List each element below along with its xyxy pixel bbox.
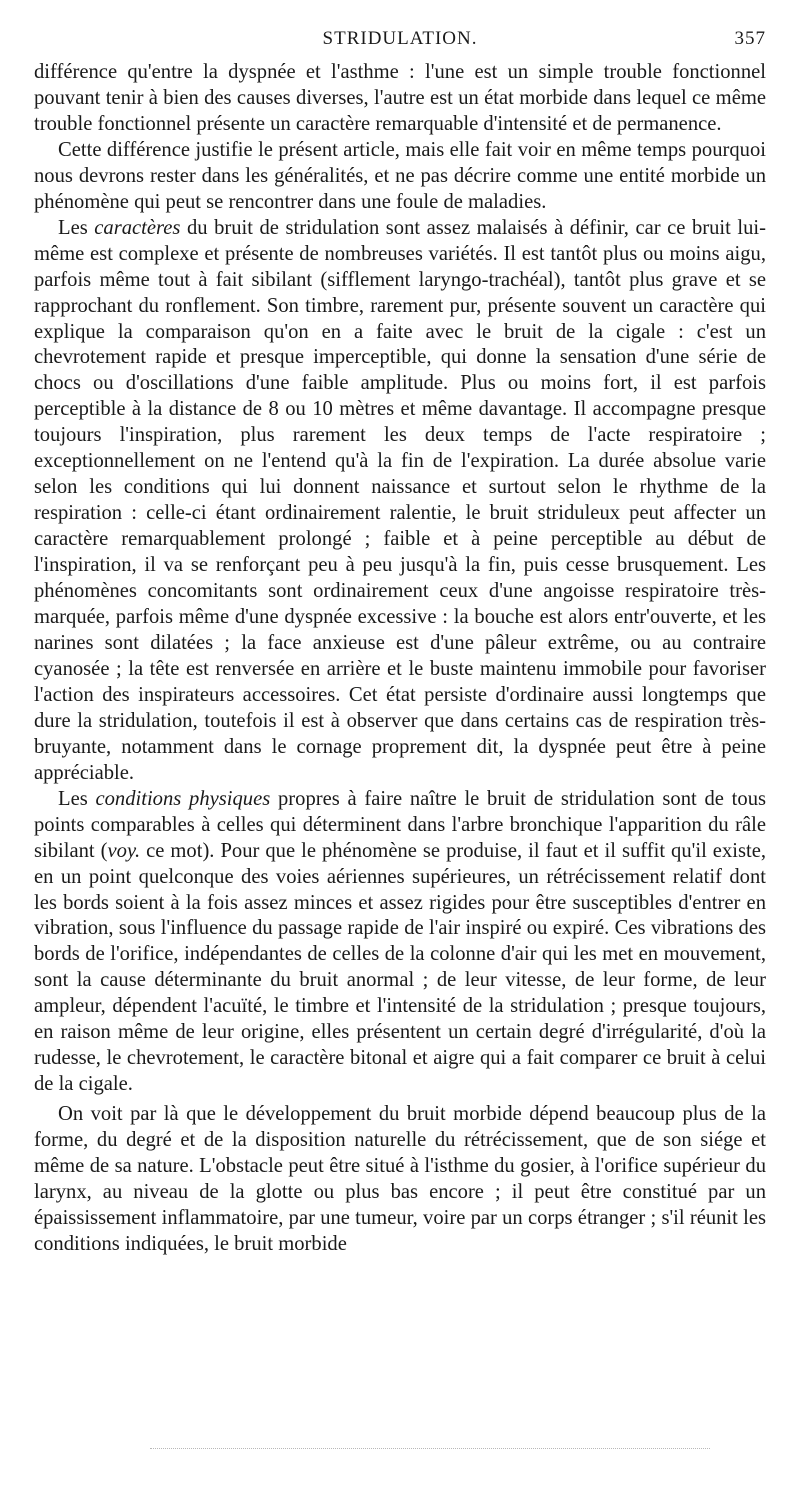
paragraph-3 (34, 216, 766, 787)
page-header (34, 28, 766, 54)
paragraph-4-emphasis: conditions physiques (95, 787, 271, 810)
body-text (34, 60, 766, 1258)
paragraph-3-start: Les (58, 216, 95, 239)
paragraph-4-reference: voy. (107, 839, 141, 862)
paragraph-1: différence qu'entre la dyspnée et l'asthme : l'une est un simple trouble fonctionnel pouvant tenir à bien des causes diverses, l'autre est un état morbide dans lequel ce même trouble fonctionnel présente un caractère remarquable d'intensité et de permanence. (34, 61, 766, 135)
running-title: STRIDULATION. (322, 28, 478, 49)
page-number: 357 (734, 28, 766, 49)
paragraph-4-start: Les (58, 787, 96, 810)
paragraph-3-emphasis: caractères (94, 216, 181, 239)
paragraph-3-rest: du bruit de stridulation sont assez malaisés à définir, car ce bruit lui-même est complexe et présente de nombreuses variétés. Il est tantôt plus ou moins aigu, parfois même tout à fait sibilant (sifflement laryngo-trachéal), tantôt plus grave et se rapprochant du ronflement. Son timbre, rarement pur, présente souvent un caractère qui explique la comparaison qu'on en a faite avec le bruit de la cigale : c'est un chevrotement rapide et presque imperceptible, qui donne la sensation d'une série de chocs ou d'oscillations d'une faible amplitude. Plus ou moins fort, il est parfois perceptible à la distance de 8 ou 10 mètres et même davantage. Il accompagne presque toujours l'inspiration, plus rarement les deux temps de l'acte respiratoire ; exceptionnellement on ne l'entend qu'à la fin de l'expiration. La durée absolue varie selon les conditions qui lui donnent naissance et surtout selon le rhythme de la respiration : celle-ci étant ordinairement ralentie, le bruit striduleux peut affecter un caractère remarquablement prolongé ; faible et à peine perceptible au début de l'inspiration, il va se renforçant peu à peu jusqu'à la fin, puis cesse brusquement. Les phénomènes concomitants sont ordinairement ceux d'une angoisse respiratoire très-marquée, parfois même d'une dyspnée excessive : la bouche est alors entr'ouverte, et les narines sont dilatées ; la face anxieuse est d'une pâleur extrême, ou au contraire cyanosée ; la tête est renversée en arrière et le buste maintenu immobile pour favoriser l'action des inspirateurs accessoires. Cet état persiste d'ordinaire aussi longtemps que dure la stridulation, toutefois il est à observer que dans certains cas de respiration très-bruyante, notamment dans le cornage proprement dit, la dyspnée peut être à peine appréciable. (34, 216, 766, 784)
paragraph-4-middle: propres à faire naître le bruit de stridulation sont de tous points comparables à celles qui déterminent dans l'arbre bronchique l'apparition du râle sibilant ( (34, 787, 766, 862)
paragraph-5: On voit par là que le développement du bruit morbide dépend beaucoup plus de la forme, du degré et de la disposition naturelle du rétrécissement, que de son siége et même de sa nature. L'obstacle peut être situé à l'isthme du gosier, à l'orifice supérieur du larynx, au niveau de la glotte ou plus bas encore ; il peut être constitué par un épaississement inflammatoire, par une tumeur, voire par un corps étranger ; s'il réunit les conditions indiquées, le bruit morbide (34, 1103, 766, 1255)
footer-print-artifact (150, 1448, 710, 1451)
paragraph-4-rest: ce mot). Pour que le phénomène se produise, il faut et il suffit qu'il existe, en un point quelconque des voies aériennes supérieures, un rétrécissement relatif dont les bords soient à la fois assez minces et assez rigides pour être susceptibles d'entrer en vibration, sous l'influence du passage rapide de l'air inspiré ou expiré. Ces vibrations des bords de l'orifice, indépendantes de celles de la colonne d'air qui les met en mouvement, sont la cause déterminante du bruit anormal ; de leur vitesse, de leur forme, de leur ampleur, dépendent l'acuïté, le timbre et l'intensité de la stridulation ; presque toujours, en raison même de leur origine, elles présentent un certain degré d'irrégularité, d'où la rudesse, le chevrotement, le caractère bitonal et aigre qui a fait comparer ce bruit à celui de la cigale. (34, 839, 766, 1096)
paragraph-2: Cette différence justifie le présent article, mais elle fait voir en même temps pourquoi nous devrons rester dans les généralités, et ne pas décrire comme une entité morbide un phénomène qui peut se rencontrer dans une foule de maladies. (34, 138, 766, 213)
paragraph-4 (34, 787, 766, 1098)
book-page (34, 28, 766, 1258)
